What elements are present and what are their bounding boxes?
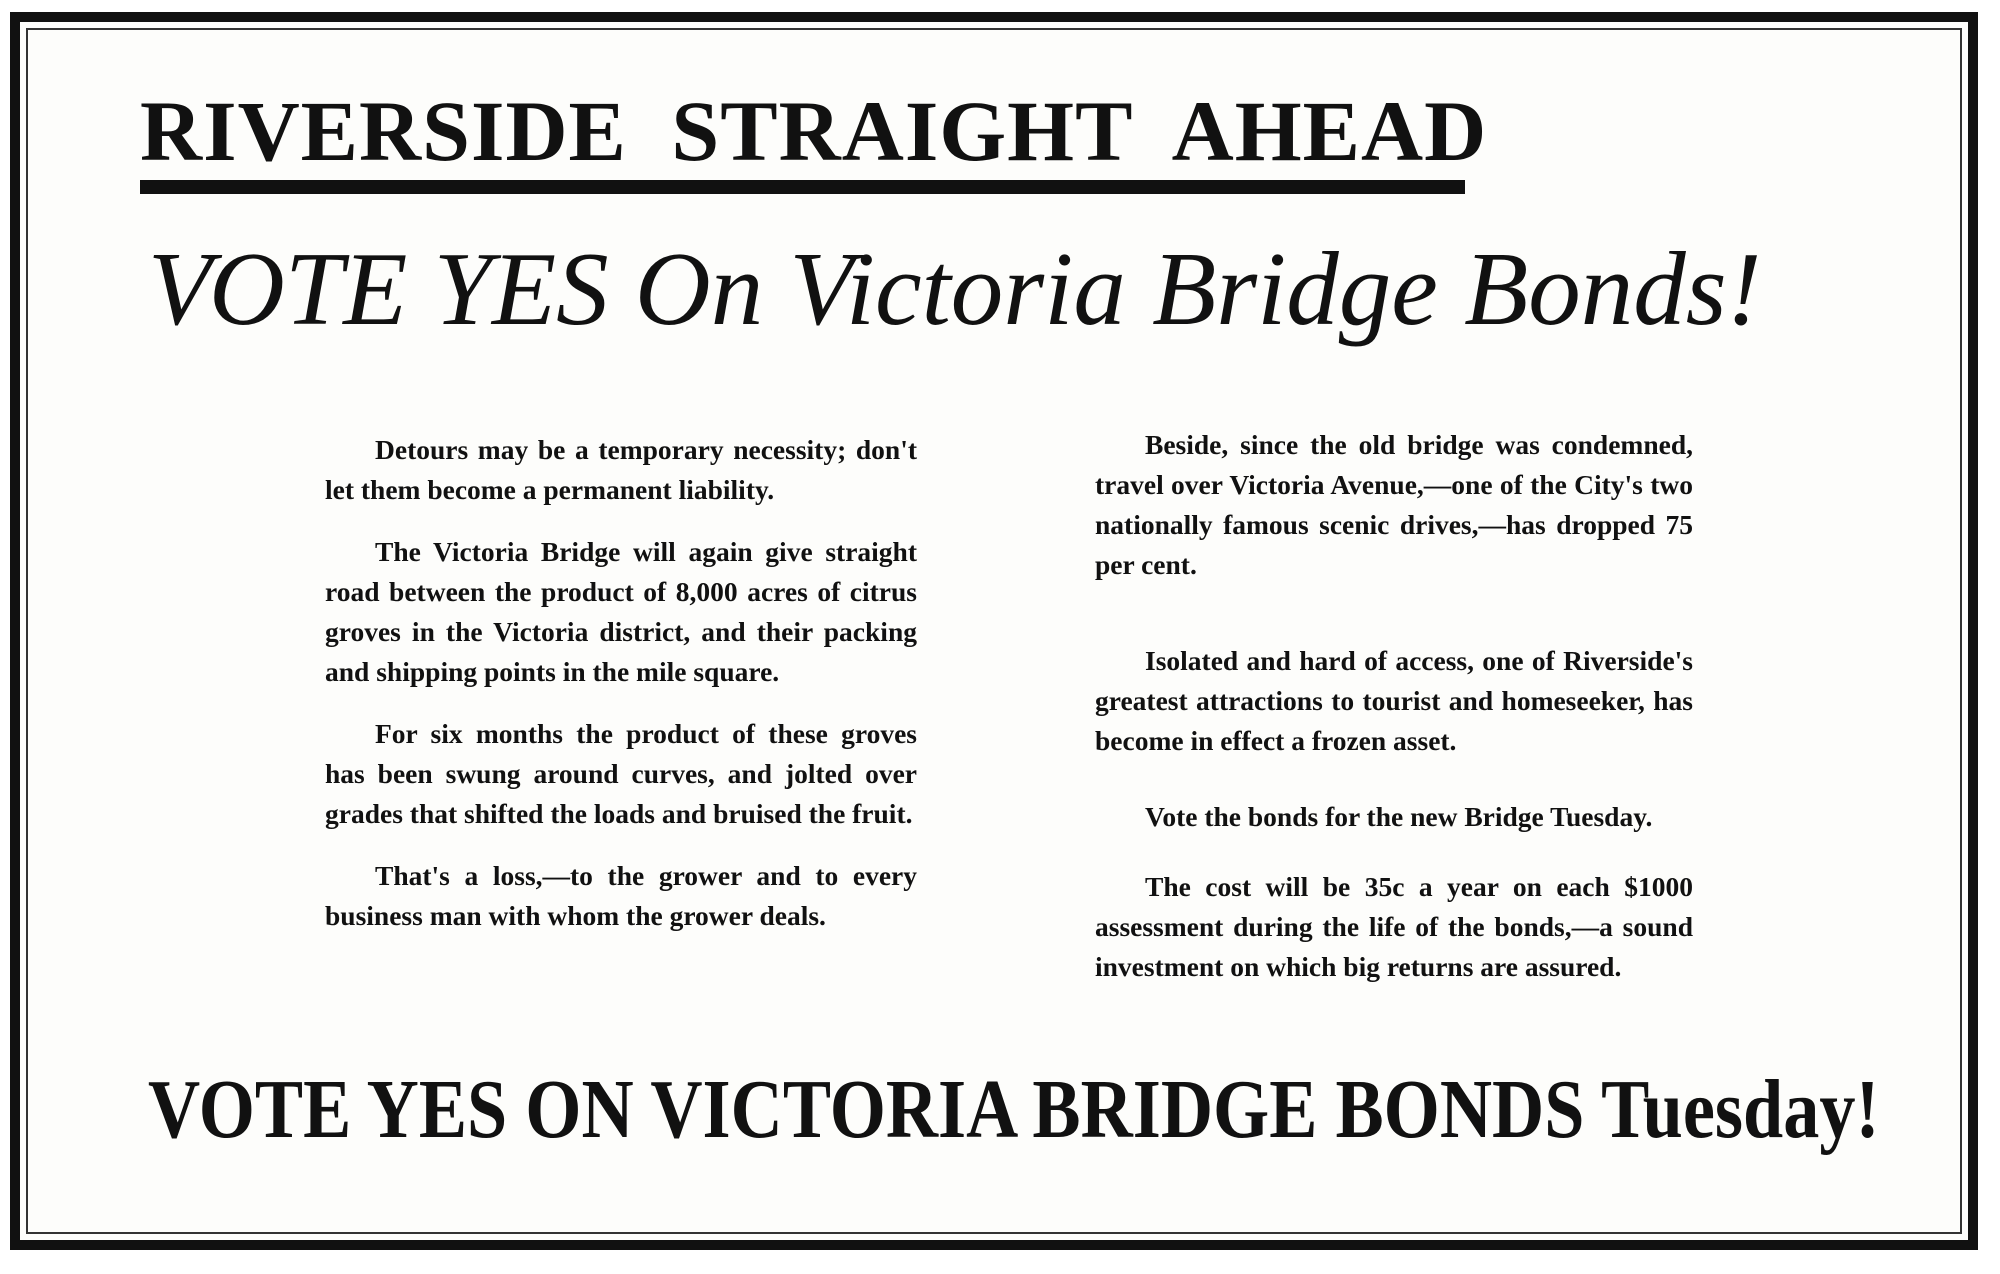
- right-paragraph: Vote the bonds for the new Bridge Tuesday.: [1145, 801, 1653, 832]
- headline-main: VOTE YES On Victoria Bridge Bonds!: [148, 230, 1762, 347]
- headline-rule: [140, 180, 1465, 194]
- right-paragraph: Beside, since the old bridge was condemned, travel over Victoria Avenue,—one of the City's two nationally famous scenic drives,—has dropped 75 per cent.: [1095, 429, 1693, 580]
- left-paragraph: For six months the product of these groves has been swung around curves, and jolted over grades that shifted the loads and bruised the fruit.: [325, 718, 917, 829]
- right-column: [1095, 425, 1693, 987]
- right-paragraph: Isolated and hard of access, one of Riverside's greatest attractions to tourist and homeseeker, has become in effect a frozen asset.: [1095, 645, 1693, 756]
- left-paragraph: Detours may be a temporary necessity; don't let them become a permanent liability.: [325, 434, 917, 505]
- left-paragraph: The Victoria Bridge will again give straight road between the product of 8,000 acres of citrus groves in the Victoria district, and their packing and shipping points in the mile square.: [325, 536, 917, 687]
- headline-bottom: VOTE YES ON VICTORIA BRIDGE BONDS Tuesday!: [148, 1063, 1880, 1156]
- headline-top: RIVERSIDE STRAIGHT AHEAD: [140, 83, 1488, 179]
- left-column: [325, 430, 917, 936]
- left-paragraph: That's a loss,—to the grower and to every business man with whom the grower deals.: [325, 860, 917, 931]
- right-paragraph: The cost will be 35c a year on each $1000 assessment during the life of the bonds,—a sound investment on which big returns are assured.: [1095, 871, 1693, 982]
